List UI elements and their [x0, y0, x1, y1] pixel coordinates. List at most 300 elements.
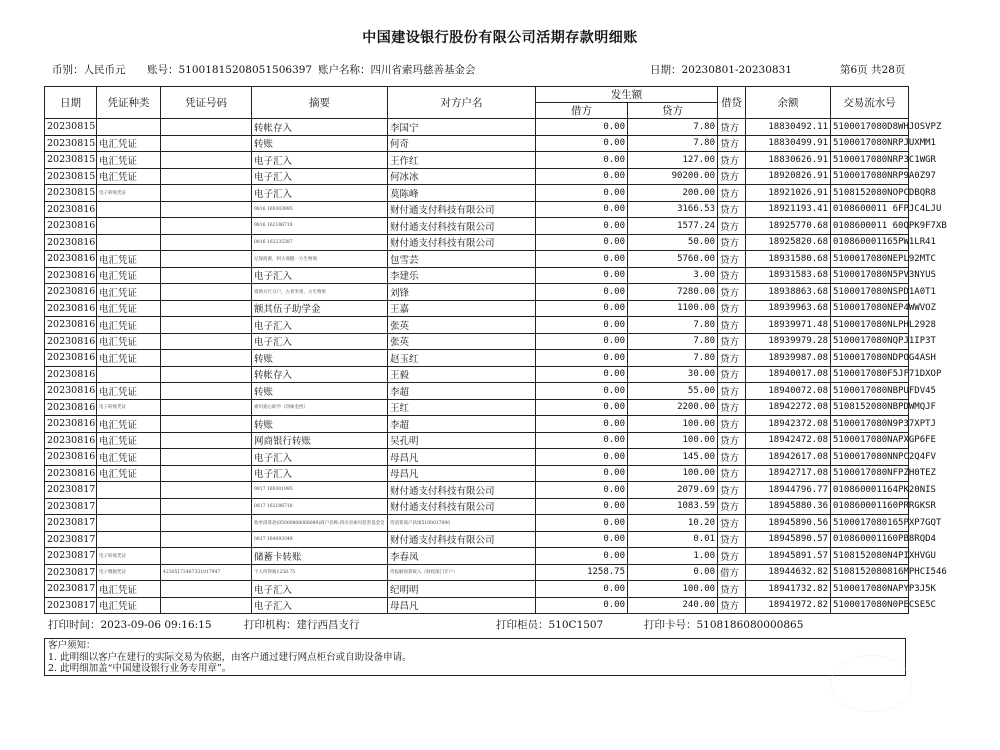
cell-credit: 7.80	[628, 317, 718, 334]
cell-summary: 0816 160303995	[252, 201, 388, 218]
cell-debit: 0.00	[536, 152, 628, 169]
cell-counterparty: 王作红	[388, 152, 536, 169]
cell-voucher-type: 电子缴税凭证	[97, 564, 161, 581]
cell-serial: 5100017080NBPUFDV45	[831, 383, 909, 400]
date-label: 日期：	[650, 64, 682, 76]
cell-date: 20230816	[45, 317, 97, 334]
cell-serial: 5100017080NEPL92MTC	[831, 251, 909, 268]
card-block	[644, 617, 803, 632]
cell-voucher-type: 电汇凭证	[97, 597, 161, 614]
cell-counterparty: 待清算商户款项5100017080	[388, 515, 536, 532]
cell-summary: 0816 162235387	[252, 234, 388, 251]
cell-summary: 电子汇入	[252, 333, 388, 350]
cell-serial: 5100017080F5JF71DXOP	[831, 366, 909, 383]
cell-voucher-type	[97, 119, 161, 136]
cell-counterparty: 吴孔明	[388, 432, 536, 449]
cell-serial: 5100017080NSPD1A0T1	[831, 284, 909, 301]
cell-date: 20230816	[45, 383, 97, 400]
transactions-table	[44, 86, 947, 614]
cell-voucher-type	[97, 218, 161, 235]
cell-voucher-type: 电汇凭证	[97, 432, 161, 449]
cell-voucher-no	[161, 201, 252, 218]
printer-block	[244, 617, 360, 632]
cell-balance: 18921193.41	[746, 201, 831, 218]
cell-voucher-type: 电汇凭证	[97, 416, 161, 433]
cell-summary: 0817 164093349	[252, 531, 388, 548]
col-voucher-no: 凭证号码	[161, 87, 252, 119]
cell-balance: 18931583.68	[746, 267, 831, 284]
cell-credit: 3166.53	[628, 201, 718, 218]
cell-debit: 0.00	[536, 135, 628, 152]
cell-serial: 5100017080N9P37XPTJ	[831, 416, 909, 433]
cell-voucher-no	[161, 284, 252, 301]
cell-balance: 18939971.48	[746, 317, 831, 334]
table-row	[45, 597, 909, 614]
cell-serial: 5100017080NDPOG4ASH	[831, 350, 909, 367]
cell-balance: 18942372.08	[746, 416, 831, 433]
table-row	[45, 201, 909, 218]
table-row	[45, 482, 909, 499]
cell-credit: 100.00	[628, 465, 718, 482]
cell-voucher-type	[97, 515, 161, 532]
cell-summary: 收单清算款(05000808068080)商户名称:四川省索玛慈善基金会	[252, 515, 388, 532]
cell-serial: 5100017080NEP4WWVOZ	[831, 300, 909, 317]
cell-direction: 贷方	[718, 300, 746, 317]
table-row	[45, 333, 909, 350]
cell-counterparty: 何冰冰	[388, 168, 536, 185]
col-summary: 摘要	[252, 87, 388, 119]
cell-credit: 90200.00	[628, 168, 718, 185]
cell-credit: 0.01	[628, 531, 718, 548]
cell-credit: 0.00	[628, 564, 718, 581]
cell-counterparty: 王红	[388, 399, 536, 416]
table-row	[45, 564, 909, 581]
cell-voucher-no	[161, 317, 252, 334]
cell-credit: 2079.69	[628, 482, 718, 499]
cell-debit: 0.00	[536, 432, 628, 449]
cell-serial: 010860001164PK20NIS	[831, 482, 909, 499]
cell-counterparty: 财付通支付科技有限公司	[388, 201, 536, 218]
table-row	[45, 168, 909, 185]
cell-balance: 18942472.08	[746, 432, 831, 449]
cell-summary: 电子汇入	[252, 168, 388, 185]
cell-credit: 50.00	[628, 234, 718, 251]
cell-serial: 010860001160PRRGKSR	[831, 498, 909, 515]
account-name-label: 账户名称：	[318, 64, 371, 76]
cell-voucher-no	[161, 168, 252, 185]
cell-date: 20230816	[45, 399, 97, 416]
cell-direction: 贷方	[718, 185, 746, 202]
table-row	[45, 152, 909, 169]
cell-summary: 电子汇入	[252, 152, 388, 169]
table-row	[45, 185, 909, 202]
cell-direction: 贷方	[718, 383, 746, 400]
cell-direction: 贷方	[718, 465, 746, 482]
cell-voucher-type: 电子转账凭证	[97, 185, 161, 202]
cell-direction: 贷方	[718, 482, 746, 499]
cell-direction: 贷方	[718, 548, 746, 565]
print-time: 2023-09-06 09:16:15	[100, 619, 212, 631]
cell-summary: 索玛爱心助学（四索金西）	[252, 399, 388, 416]
cell-serial: 5100017080N5PV3NYUS	[831, 267, 909, 284]
cell-voucher-no	[161, 597, 252, 614]
cell-date: 20230816	[45, 465, 97, 482]
faint-seal-stamp	[830, 655, 912, 712]
print-time-label: 打印时间：	[48, 619, 101, 631]
print-time-block	[48, 617, 212, 632]
cell-summary: 转帐存入	[252, 366, 388, 383]
cell-voucher-type: 电汇凭证	[97, 267, 161, 284]
cell-debit: 0.00	[536, 399, 628, 416]
cell-serial: 5108152080NBPDWMQJF	[831, 399, 909, 416]
col-date: 日期	[45, 87, 97, 119]
cell-credit: 7.80	[628, 333, 718, 350]
col-voucher-type-prefix: 凭	[107, 97, 118, 109]
cell-summary: 电子汇入	[252, 267, 388, 284]
cell-voucher-no	[161, 267, 252, 284]
cell-counterparty: 财付通支付科技有限公司	[388, 218, 536, 235]
table-row	[45, 498, 909, 515]
cell-voucher-no	[161, 515, 252, 532]
cell-date: 20230815	[45, 185, 97, 202]
cell-direction: 贷方	[718, 366, 746, 383]
cell-credit: 127.00	[628, 152, 718, 169]
cell-direction: 贷方	[718, 399, 746, 416]
cell-balance: 18940072.08	[746, 383, 831, 400]
col-serial: 交易流水号	[831, 87, 909, 119]
cell-counterparty: 母昌凡	[388, 597, 536, 614]
cell-voucher-type: 电汇凭证	[97, 317, 161, 334]
cell-credit: 7.80	[628, 135, 718, 152]
cell-date: 20230816	[45, 350, 97, 367]
cell-balance: 18944796.77	[746, 482, 831, 499]
cell-voucher-type	[97, 201, 161, 218]
cell-voucher-no	[161, 449, 252, 466]
cell-balance: 18921026.91	[746, 185, 831, 202]
customer-notes	[44, 638, 906, 676]
cell-serial: 5100017080NRP9A0Z97	[831, 168, 909, 185]
cell-direction: 贷方	[718, 498, 746, 515]
cell-summary: 0816 162186718	[252, 218, 388, 235]
cell-voucher-no	[161, 432, 252, 449]
cell-date: 20230817	[45, 564, 97, 581]
account-name-block	[318, 62, 476, 77]
cell-direction: 贷方	[718, 581, 746, 598]
table-row	[45, 284, 909, 301]
cell-direction: 贷方	[718, 234, 746, 251]
cell-date: 20230817	[45, 498, 97, 515]
cell-voucher-type: 电汇凭证	[97, 350, 161, 367]
cell-credit: 7.80	[628, 119, 718, 136]
cell-balance: 18944632.82	[746, 564, 831, 581]
cell-voucher-no	[161, 482, 252, 499]
cell-counterparty: 李超	[388, 383, 536, 400]
cell-date: 20230817	[45, 548, 97, 565]
cell-summary: 转账	[252, 416, 388, 433]
cell-debit: 0.00	[536, 531, 628, 548]
table-row	[45, 531, 909, 548]
cell-credit: 7.80	[628, 350, 718, 367]
cell-serial: 0108600011 60QPK9F7XB	[831, 218, 909, 235]
cell-voucher-no	[161, 350, 252, 367]
cell-voucher-no: 42305172467331017947	[161, 564, 252, 581]
cell-balance: 18830492.11	[746, 119, 831, 136]
table-row	[45, 251, 909, 268]
cell-voucher-type	[97, 366, 161, 383]
counter: 510C1507	[548, 619, 604, 631]
cell-balance: 18940017.08	[746, 366, 831, 383]
col-debit: 借方	[536, 103, 628, 119]
cell-counterparty: 李国宁	[388, 119, 536, 136]
cell-date: 20230817	[45, 531, 97, 548]
table-row	[45, 267, 909, 284]
cell-voucher-type: 电汇凭证	[97, 581, 161, 598]
cell-voucher-no	[161, 498, 252, 515]
col-credit: 贷方	[628, 103, 718, 119]
cell-counterparty: 王嘉	[388, 300, 536, 317]
cell-credit: 145.00	[628, 449, 718, 466]
cell-direction: 贷方	[718, 135, 746, 152]
cell-date: 20230816	[45, 218, 97, 235]
cell-serial: 5100017080NFPZH0TEZ	[831, 465, 909, 482]
cell-counterparty: 待报解预算收入（财政部门专户）	[388, 564, 536, 581]
table-row	[45, 515, 909, 532]
cell-credit: 30.00	[628, 366, 718, 383]
account-number: 51001815208051506397	[178, 64, 313, 76]
cell-balance: 18830499.91	[746, 135, 831, 152]
cell-balance: 18945891.57	[746, 548, 831, 565]
notes-heading: 客户须知：	[48, 640, 96, 651]
cell-summary: 个人所得税1258.75	[252, 564, 388, 581]
cell-credit: 100.00	[628, 581, 718, 598]
cell-debit: 0.00	[536, 317, 628, 334]
cell-summary: 电子汇入	[252, 317, 388, 334]
cell-voucher-type: 电子转账凭证	[97, 548, 161, 565]
cell-debit: 0.00	[536, 465, 628, 482]
cell-voucher-no	[161, 135, 252, 152]
cell-direction: 贷方	[718, 449, 746, 466]
cell-serial: 5100017080NRPJUXMM1	[831, 135, 909, 152]
transactions-body	[45, 119, 947, 614]
cell-counterparty: 王毅	[388, 366, 536, 383]
cell-direction: 贷方	[718, 531, 746, 548]
cell-direction: 贷方	[718, 218, 746, 235]
col-voucher-type	[97, 87, 161, 119]
notes-line-2: 2. 此明细加盖“中国建设银行业务专用章”。	[48, 663, 232, 674]
cell-voucher-no	[161, 119, 252, 136]
cell-debit: 0.00	[536, 201, 628, 218]
cell-counterparty: 李超	[388, 416, 536, 433]
cell-debit: 0.00	[536, 498, 628, 515]
cell-debit: 0.00	[536, 515, 628, 532]
cell-serial: 5108152080N4PIXHVGU	[831, 548, 909, 565]
cell-summary: 0817 160301995	[252, 482, 388, 499]
cell-voucher-no	[161, 218, 252, 235]
cell-date: 20230815	[45, 168, 97, 185]
cell-voucher-no	[161, 234, 252, 251]
cell-summary: 额其伍子助学金	[252, 300, 388, 317]
cell-date: 20230816	[45, 432, 97, 449]
cell-serial: 5100017080NNPC2Q4FV	[831, 449, 909, 466]
cell-direction: 贷方	[718, 515, 746, 532]
table-row	[45, 317, 909, 334]
table-row	[45, 581, 909, 598]
cell-debit: 0.00	[536, 350, 628, 367]
cell-serial: 5100017080NAPYP3J5K	[831, 581, 909, 598]
cell-voucher-type	[97, 234, 161, 251]
cell-date: 20230816	[45, 449, 97, 466]
cell-debit: 0.00	[536, 284, 628, 301]
cell-credit: 240.00	[628, 597, 718, 614]
cell-credit: 5760.00	[628, 251, 718, 268]
cell-counterparty: 莫陈峰	[388, 185, 536, 202]
cell-voucher-no	[161, 383, 252, 400]
table-row	[45, 119, 909, 136]
cell-date: 20230816	[45, 201, 97, 218]
cell-direction: 贷方	[718, 333, 746, 350]
cell-summary: 网商银行转账	[252, 432, 388, 449]
cell-date: 20230816	[45, 333, 97, 350]
cell-voucher-type: 电汇凭证	[97, 383, 161, 400]
cell-summary: 电子汇入	[252, 185, 388, 202]
cell-debit: 0.00	[536, 548, 628, 565]
cell-counterparty: 母昌凡	[388, 449, 536, 466]
notes-line-1: 1. 此明细以客户在建行的实际交易为依据，由客户通过建行网点柜台或自助设备申请。	[48, 651, 412, 663]
cell-date: 20230817	[45, 597, 97, 614]
cell-balance: 18939963.68	[746, 300, 831, 317]
cell-date: 20230817	[45, 515, 97, 532]
cell-balance: 18942272.08	[746, 399, 831, 416]
cell-balance: 18942617.08	[746, 449, 831, 466]
cell-debit: 0.00	[536, 218, 628, 235]
cell-date: 20230816	[45, 416, 97, 433]
cell-direction: 贷方	[718, 350, 746, 367]
cell-summary: 转帐存入	[252, 119, 388, 136]
table-row	[45, 300, 909, 317]
account-name: 四川省索玛慈善基金会	[370, 64, 476, 76]
cell-direction: 贷方	[718, 432, 746, 449]
cell-credit: 2200.00	[628, 399, 718, 416]
cell-debit: 0.00	[536, 119, 628, 136]
cell-voucher-type: 电汇凭证	[97, 465, 161, 482]
cell-direction: 贷方	[718, 597, 746, 614]
table-row	[45, 234, 909, 251]
account-no-label	[147, 62, 312, 77]
cell-balance: 18945890.57	[746, 531, 831, 548]
page-info: 第6页 共28页	[840, 64, 906, 76]
cell-date: 20230816	[45, 284, 97, 301]
cell-voucher-type: 电汇凭证	[97, 152, 161, 169]
cell-date: 20230816	[45, 251, 97, 268]
cell-balance: 18938863.68	[746, 284, 831, 301]
table-row	[45, 218, 909, 235]
cell-debit: 0.00	[536, 267, 628, 284]
cell-debit: 0.00	[536, 581, 628, 598]
counter-block	[496, 617, 603, 632]
cell-balance: 18931580.68	[746, 251, 831, 268]
table-row	[45, 432, 909, 449]
cell-voucher-no	[161, 152, 252, 169]
cell-balance: 18945890.56	[746, 515, 831, 532]
cell-summary: 转账	[252, 135, 388, 152]
cell-serial: 5100017080D8WHJOSVPZ	[831, 119, 909, 136]
cell-debit: 0.00	[536, 300, 628, 317]
table-row	[45, 366, 909, 383]
col-counterparty: 对方户名	[388, 87, 536, 119]
printer: 建行西昌支行	[296, 619, 360, 631]
cell-credit: 55.00	[628, 383, 718, 400]
cell-voucher-type: 电汇凭证	[97, 284, 161, 301]
cell-counterparty: 李春凤	[388, 548, 536, 565]
cell-voucher-type: 电汇凭证	[97, 333, 161, 350]
cell-voucher-no	[161, 465, 252, 482]
cell-balance: 18939979.28	[746, 333, 831, 350]
cell-serial: 5100017080NAPXGP6FE	[831, 432, 909, 449]
cell-voucher-type	[97, 531, 161, 548]
cell-credit: 1083.59	[628, 498, 718, 515]
cell-balance: 18920826.91	[746, 168, 831, 185]
cell-debit: 0.00	[536, 416, 628, 433]
printer-label: 打印机构：	[244, 619, 297, 631]
cell-summary: 储蓄卡转账	[252, 548, 388, 565]
cell-summary: 转账	[252, 350, 388, 367]
cell-direction: 贷方	[718, 152, 746, 169]
cell-counterparty: 财付通支付科技有限公司	[388, 531, 536, 548]
cell-direction: 贷方	[718, 317, 746, 334]
cell-debit: 0.00	[536, 251, 628, 268]
cell-counterparty: 财付通支付科技有限公司	[388, 482, 536, 499]
cell-date: 20230816	[45, 300, 97, 317]
cell-summary: 0817 162186718	[252, 498, 388, 515]
cell-serial: 5100017080NLPHL2928	[831, 317, 909, 334]
cell-debit: 0.00	[536, 333, 628, 350]
cell-direction: 贷方	[718, 168, 746, 185]
counter-label: 打印柜员：	[496, 619, 549, 631]
cell-credit: 100.00	[628, 416, 718, 433]
cell-summary: 记保商源，阿古商健一方生物商	[252, 251, 388, 268]
cell-balance: 18830626.91	[746, 152, 831, 169]
cell-voucher-no	[161, 251, 252, 268]
table-row	[45, 416, 909, 433]
cell-debit: 1258.75	[536, 564, 628, 581]
col-balance: 余额	[746, 87, 831, 119]
cell-date: 20230817	[45, 482, 97, 499]
cell-debit: 0.00	[536, 449, 628, 466]
cell-direction: 贷方	[718, 251, 746, 268]
cell-direction: 贷方	[718, 119, 746, 136]
cell-counterparty: 纪明明	[388, 581, 536, 598]
statement-title: 中国建设银行股份有限公司活期存款明细账	[362, 30, 638, 46]
cell-serial: 5108152080816MPHCI546	[831, 564, 909, 581]
cell-credit: 7280.00	[628, 284, 718, 301]
cell-debit: 0.00	[536, 383, 628, 400]
table-row	[45, 465, 909, 482]
cell-counterparty: 张英	[388, 317, 536, 334]
cell-balance: 18941732.82	[746, 581, 831, 598]
cell-debit: 0.00	[536, 234, 628, 251]
cell-counterparty: 包雪芸	[388, 251, 536, 268]
cell-debit: 0.00	[536, 482, 628, 499]
cell-date: 20230815	[45, 135, 97, 152]
cell-credit: 1.00	[628, 548, 718, 565]
cell-serial: 5100017080N0PECSE5C	[831, 597, 909, 614]
cell-voucher-type: 电汇凭证	[97, 300, 161, 317]
cell-counterparty: 何奇	[388, 135, 536, 152]
cell-serial: 0108600011 6FPJC4LJU	[831, 201, 909, 218]
cell-voucher-no	[161, 548, 252, 565]
cell-credit: 10.20	[628, 515, 718, 532]
cell-debit: 0.00	[536, 366, 628, 383]
